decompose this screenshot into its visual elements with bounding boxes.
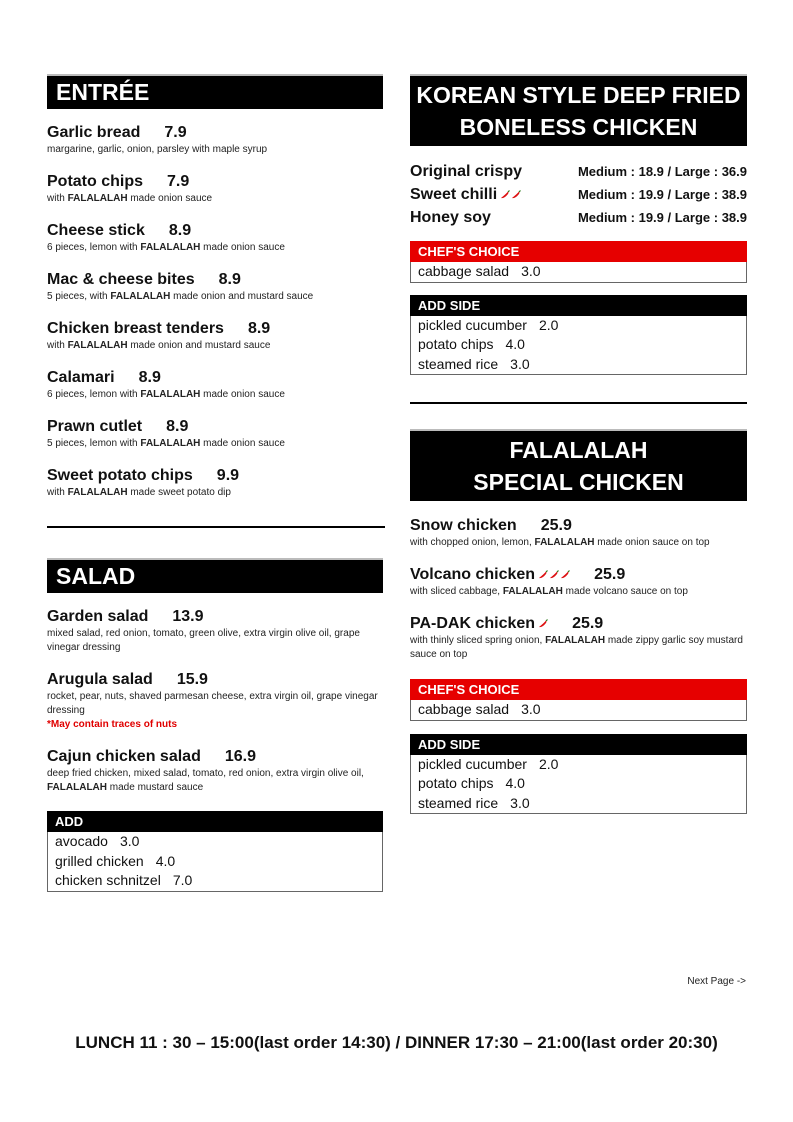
item-description: 6 pieces, lemon with FALALALAH made onion sauce [47, 242, 285, 253]
add-side-body [410, 755, 747, 815]
item-name: Volcano chicken [410, 566, 536, 583]
chili-pepper-icon [560, 570, 570, 580]
item-title [47, 417, 383, 437]
item-price: 13.9 [172, 608, 204, 625]
add-box-body [47, 832, 383, 892]
item-description: with chopped onion, lemon, FALALALAH made onion sauce on top [410, 537, 710, 548]
item-name: Sweet potato chips [47, 467, 193, 484]
menu-item [47, 670, 383, 732]
item-description: 5 pieces, with FALALALAH made onion and mustard sauce [47, 291, 314, 302]
box-item-name: avocado [55, 833, 108, 849]
chili-icons [538, 570, 570, 580]
korean-price-row [410, 206, 747, 229]
item-price: 7.9 [164, 124, 187, 141]
menu-item [47, 747, 383, 795]
box-item-price: 3.0 [521, 701, 541, 717]
item-description: margarine, garlic, onion, parsley with maple syrup [47, 144, 268, 155]
section-divider [47, 526, 385, 528]
box-item-price: 4.0 [505, 775, 525, 791]
box-item-price: 3.0 [119, 833, 140, 849]
box-item-price: 3.0 [510, 794, 530, 811]
chili-pepper-icon [538, 570, 548, 580]
item-price: 8.9 [138, 369, 161, 386]
add-side-title: ADD SIDE [410, 734, 747, 755]
box-item-price: 3.0 [510, 355, 530, 372]
size-prices: Medium : 18.9 / Large : 36.9 [577, 164, 747, 179]
box-line-item [418, 755, 739, 775]
item-title [47, 172, 383, 192]
right-column [410, 74, 747, 814]
entree-list [47, 123, 383, 500]
item-price: 8.9 [247, 320, 271, 337]
item-price: 15.9 [176, 671, 208, 688]
chili-pepper-icon [500, 190, 510, 200]
box-item-price: 2.0 [538, 755, 559, 772]
add-box-title: ADD [47, 811, 383, 832]
menu-item [47, 417, 383, 451]
size-prices: Medium : 19.9 / Large : 38.9 [577, 210, 747, 225]
box-item-name: pickled cucumber [418, 316, 527, 333]
special-title-line2: SPECIAL CHICKEN [473, 469, 684, 495]
item-description: 6 pieces, lemon with FALALALAH made onion sauce [47, 389, 285, 400]
item-description: deep fried chicken, mixed salad, tomato, red onion, extra virgin olive oil, FALALALAH made mustard sauce [47, 768, 364, 793]
item-description: 5 pieces, lemon with FALALALAH made onion sauce [47, 438, 285, 449]
item-title [47, 747, 383, 767]
item-title [410, 565, 747, 585]
entree-header: ENTRÉE [47, 74, 383, 109]
flavour-name: Original crispy [410, 163, 523, 180]
section-divider [410, 402, 747, 404]
item-title [410, 516, 747, 536]
item-description: with FALALALAH made sweet potato dip [47, 487, 231, 498]
menu-item [47, 319, 383, 353]
item-description: with FALALALAH made onion and mustard sauce [47, 340, 271, 351]
next-page-link[interactable]: Next Page -> [687, 976, 746, 987]
chefs-choice-body [410, 262, 747, 283]
item-name: Cajun chicken salad [47, 748, 201, 765]
box-line-item [418, 794, 739, 814]
box-item-name: cabbage salad [418, 701, 510, 717]
box-item-name: chicken schnitzel [55, 872, 161, 888]
item-title [47, 607, 383, 627]
box-item-price: 4.0 [505, 336, 525, 352]
item-name: Potato chips [47, 173, 144, 190]
item-name: Prawn cutlet [47, 418, 143, 435]
item-title [47, 270, 383, 290]
item-description: with sliced cabbage, FALALALAH made volcano sauce on top [410, 586, 688, 597]
item-price: 7.9 [167, 173, 190, 190]
item-price: 25.9 [540, 517, 572, 534]
box-line-item [418, 335, 739, 355]
item-price: 8.9 [218, 271, 241, 288]
korean-add-side-box [410, 295, 747, 376]
chili-icons [538, 619, 548, 629]
item-title [47, 221, 383, 241]
box-item-price: 3.0 [521, 263, 541, 279]
special-chicken-header [410, 429, 747, 501]
box-line-item [418, 262, 739, 282]
korean-chefs-choice-box [410, 241, 747, 283]
item-price: 25.9 [572, 615, 604, 632]
chefs-choice-title: CHEF'S CHOICE [410, 241, 747, 262]
add-side-title: ADD SIDE [410, 295, 747, 316]
box-line-item [55, 852, 375, 872]
item-name: Calamari [47, 369, 115, 386]
flavour-name: Honey soy [410, 209, 491, 226]
chili-icons [500, 190, 521, 200]
item-description: rocket, pear, nuts, shaved parmesan cheese, extra virgin oil, grape vinegar dressing [47, 691, 378, 716]
item-price: 16.9 [224, 748, 256, 765]
item-name: Cheese stick [47, 222, 145, 239]
box-line-item [55, 832, 375, 852]
chili-pepper-icon [538, 619, 548, 629]
menu-item [47, 221, 383, 255]
chefs-choice-body [410, 700, 747, 721]
item-description: with thinly sliced spring onion, FALALALAH made zippy garlic soy mustard sauce on top [410, 635, 743, 660]
left-column [47, 74, 383, 892]
item-description: mixed salad, red onion, tomato, green olive, extra virgin olive oil, grape vinegar dressing [47, 628, 360, 653]
box-line-item [418, 355, 739, 375]
item-price: 9.9 [216, 467, 240, 484]
box-item-name: potato chips [418, 336, 494, 352]
box-line-item [418, 700, 739, 720]
special-list [410, 516, 747, 662]
box-item-price: 4.0 [155, 852, 176, 869]
item-title [47, 319, 383, 339]
chefs-choice-title: CHEF'S CHOICE [410, 679, 747, 700]
box-item-name: steamed rice [418, 355, 499, 372]
box-item-name: grilled chicken [55, 852, 144, 869]
allergy-warning: *May contain traces of nuts [47, 719, 178, 730]
opening-hours: LUNCH 11 : 30 – 15:00(last order 14:30) / DINNER 17:30 – 21:00(last order 20:30) [75, 1033, 718, 1052]
item-price: 8.9 [168, 222, 192, 239]
box-line-item [55, 871, 375, 891]
menu-item [47, 466, 383, 500]
chili-pepper-icon [511, 190, 521, 200]
menu-item [47, 270, 383, 304]
menu-item [410, 516, 747, 550]
box-item-name: cabbage salad [418, 263, 510, 279]
item-title [47, 466, 383, 486]
box-line-item [418, 774, 739, 794]
special-title-line1: FALALALAH [509, 437, 648, 463]
item-name: Garden salad [47, 608, 149, 625]
box-item-price: 2.0 [538, 316, 559, 333]
box-item-price: 7.0 [172, 872, 193, 888]
item-name: Snow chicken [410, 517, 517, 534]
special-add-side-box [410, 734, 747, 815]
item-name: PA-DAK chicken [410, 615, 536, 632]
box-item-name: steamed rice [418, 794, 499, 811]
box-item-name: pickled cucumber [418, 755, 527, 772]
menu-item [410, 565, 747, 599]
item-price: 25.9 [594, 566, 626, 583]
item-title [47, 670, 383, 690]
salad-add-box [47, 811, 383, 892]
item-name: Garlic bread [47, 124, 141, 141]
korean-price-row [410, 183, 747, 206]
size-prices: Medium : 19.9 / Large : 38.9 [577, 187, 747, 202]
item-price: 8.9 [166, 418, 189, 435]
box-line-item [418, 316, 739, 336]
item-name: Chicken breast tenders [47, 320, 224, 337]
item-description: with FALALALAH made onion sauce [47, 193, 213, 204]
special-chefs-choice-box [410, 679, 747, 721]
menu-item [47, 607, 383, 655]
box-item-name: potato chips [418, 775, 494, 791]
menu-item [47, 123, 383, 157]
korean-title-line2: BONELESS CHICKEN [459, 114, 698, 140]
item-name: Arugula salad [47, 671, 153, 688]
menu-item [47, 172, 383, 206]
chili-pepper-icon [549, 570, 559, 580]
salad-list [47, 607, 383, 795]
item-title [47, 368, 383, 388]
add-side-body [410, 316, 747, 376]
item-title [47, 123, 383, 143]
item-title [410, 614, 747, 634]
item-name: Mac & cheese bites [47, 271, 195, 288]
korean-price-list [410, 160, 747, 229]
korean-price-row [410, 160, 747, 183]
flavour-name: Sweet chilli [410, 183, 521, 206]
korean-chicken-header [410, 74, 747, 146]
salad-header: SALAD [47, 558, 383, 593]
menu-item [410, 614, 747, 662]
korean-title-line1: KOREAN STYLE DEEP FRIED [416, 82, 741, 108]
menu-item [47, 368, 383, 402]
